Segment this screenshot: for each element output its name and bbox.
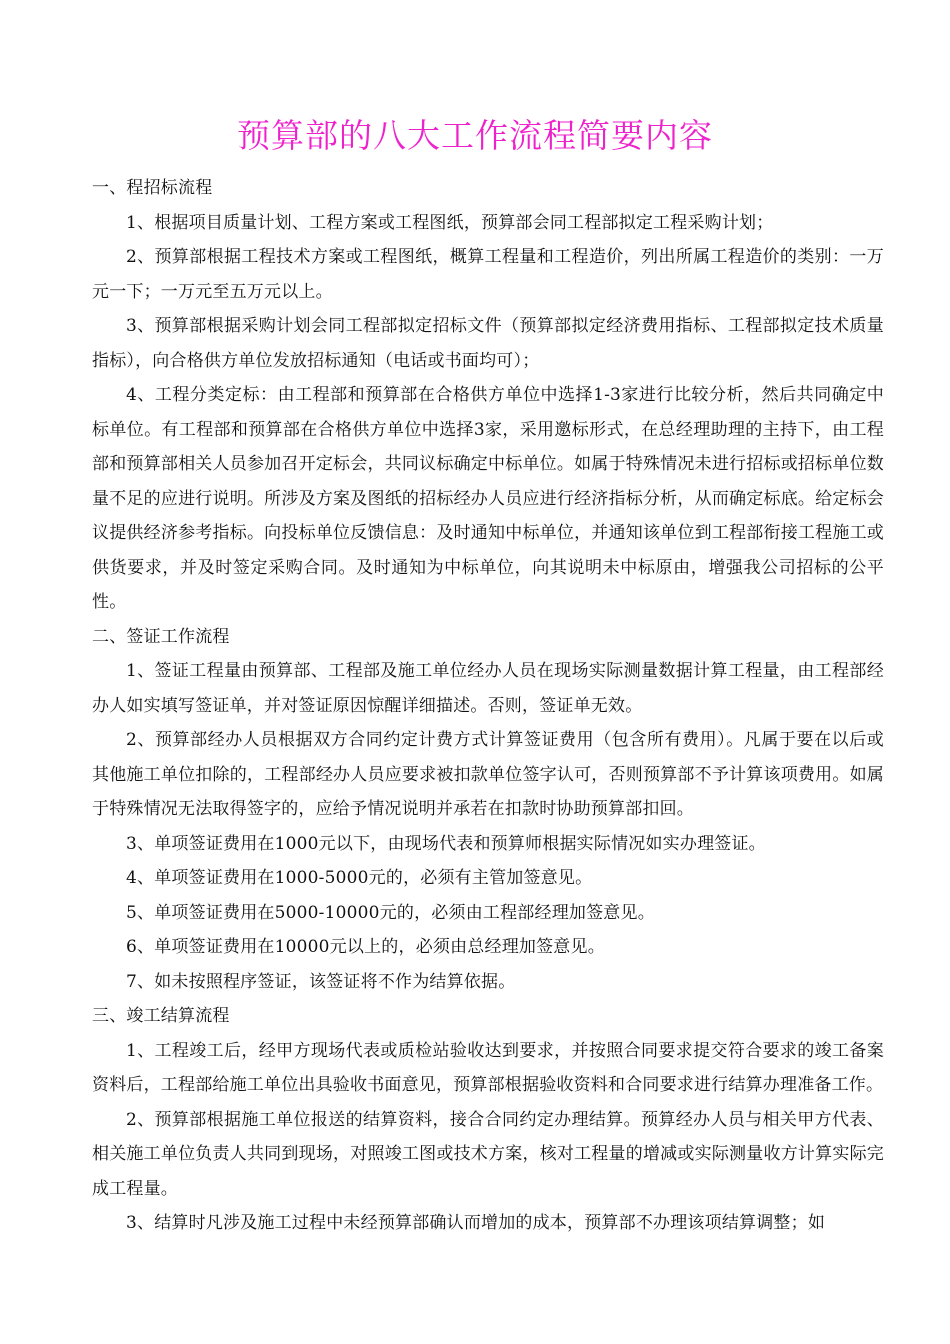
paragraph: 3、结算时凡涉及施工过程中未经预算部确认而增加的成本，预算部不办理该项结算调整；如 (126, 1213, 826, 1233)
paragraph: 4、工程分类定标：由工程部和预算部在合格供方单位中选择1-3家进行比较分析，然后共同确定中标单位。有工程部和预算部在合格供方单位中选择3家，采用邀标形式，在总经理助理的主持下，由工程部和预算部相关人员参加召开定标会，共同议标确定中标单位。如属于特殊情况未进行招标或招标单位数量不足的应进行说明。所涉及方案及图纸的招标经办人员应进行经济指标分析，从而确定标底。给定标会议提供经济参考指标。向投标单位反馈信息：及时通知中标单位，并通知该单位到工程部衔接工程施工或供货要求，并及时签定采购合同。及时通知为中标单位，向其说明未中标原由，增强我公司招标的公平性。 (92, 385, 884, 612)
section-heading: 三、竣工结算流程 (92, 1006, 230, 1026)
paragraph: 2、预算部根据施工单位报送的结算资料，接合合同约定办理结算。预算经办人员与相关甲方代表、相关施工单位负责人共同到现场，对照竣工图或技术方案，核对工程量的增减或实际测量收方计算实际完成工程量。 (92, 1109, 884, 1199)
paragraph: 3、预算部根据采购计划会同工程部拟定招标文件（预算部拟定经济费用指标、工程部拟定技术质量指标），向合格供方单位发放招标通知（电话或书面均可）； (92, 316, 884, 371)
paragraph: 5、单项签证费用在5000-10000元的，必须由工程部经理加签意见。 (126, 902, 655, 923)
paragraph: 1、工程竣工后，经甲方现场代表或质检站验收达到要求，并按照合同要求提交符合要求的竣工备案资料后，工程部给施工单位出具验收书面意见，预算部根据验收资料和合同要求进行结算办理准备工作。 (92, 1040, 884, 1095)
paragraph: 3、单项签证费用在1000元以下，由现场代表和预算师根据实际情况如实办理签证。 (126, 833, 766, 854)
paragraph: 6、单项签证费用在10000元以上的，必须由总经理加签意见。 (126, 937, 605, 957)
section-heading: 一、程招标流程 (92, 178, 213, 198)
paragraph: 1、根据项目质量计划、工程方案或工程图纸，预算部会同工程部拟定工程采购计划； (126, 212, 774, 233)
paragraph: 4、单项签证费用在1000-5000元的，必须有主管加签意见。 (126, 868, 593, 888)
section-heading: 二、签证工作流程 (92, 626, 230, 647)
paragraph: 1、签证工程量由预算部、工程部及施工单位经办人员在现场实际测量数据计算工程量，由工程部经办人如实填写签证单，并对签证原因惊醒详细描述。否则，签证单无效。 (92, 661, 884, 716)
document-title: 预算部的八大工作流程简要内容 (237, 116, 713, 155)
document-body (92, 171, 884, 1241)
paragraph: 7、如未按照程序签证，该签证将不作为结算依据。 (126, 971, 516, 992)
paragraph: 2、预算部经办人员根据双方合同约定计费方式计算签证费用（包含所有费用）。凡属于要在以后或其他施工单位扣除的，工程部经办人员应要求被扣款单位签字认可，否则预算部不予计算该项费用。如属于特殊情况无法取得签字的，应给予情况说明并承若在扣款时协助预算部扣回。 (92, 730, 884, 819)
paragraph: 2、预算部根据工程技术方案或工程图纸，概算工程量和工程造价，列出所属工程造价的类别：一万元一下；一万元至五万元以上。 (92, 247, 884, 302)
